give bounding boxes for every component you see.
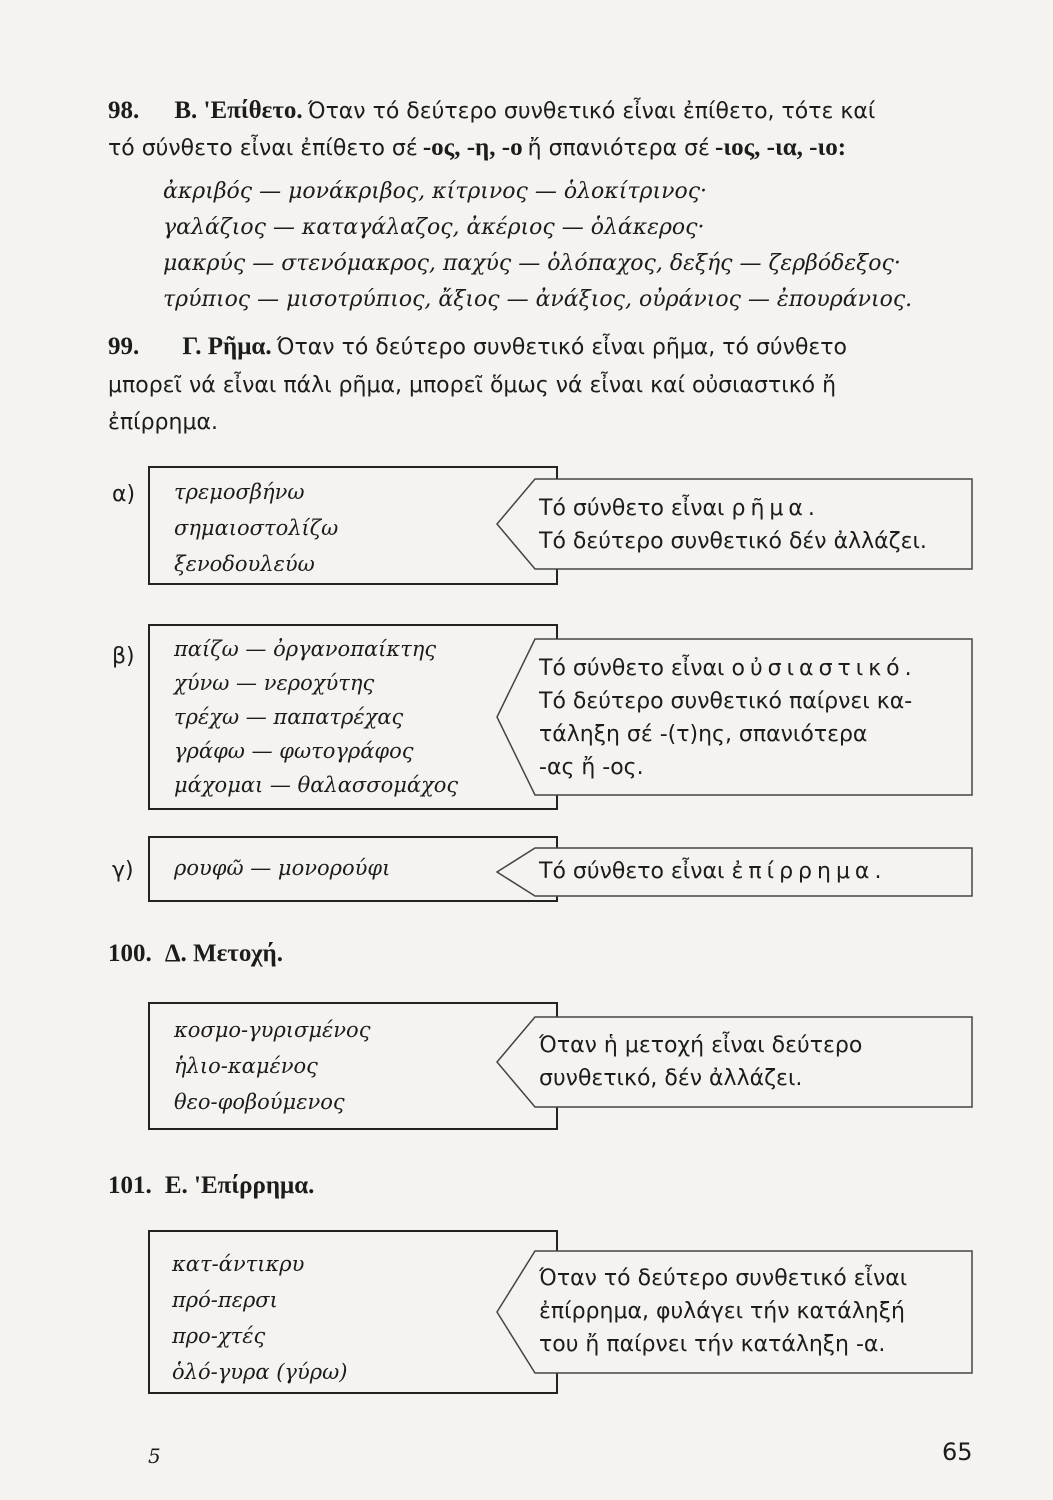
section-99-title: Γ. Ρῆμα. [182, 333, 272, 360]
section-101-number: 101. [108, 1172, 152, 1199]
word-pair: ρουφῶ — μονορούφι [174, 856, 391, 880]
section-101-rule-box [495, 1250, 973, 1374]
rule-emphasis: οὐσιαστικό. [731, 656, 917, 681]
section-98-intro: Όταν τό δεύτερο συνθετικό εἶναι ἐπίθετο, τότε καί [307, 99, 876, 124]
rule-text: ἐπίρρημα, φυλάγει τήν κατάληξή [539, 1299, 905, 1324]
word: ὁλό-γυρα (γύρω) [172, 1360, 348, 1384]
rule-text: -ας ἤ -ος. [539, 755, 644, 780]
word-pair: τρέχω — παπατρέχας [174, 705, 404, 729]
section-99-line1 [108, 330, 988, 365]
word: πρό-περσι [172, 1288, 278, 1312]
word: κοσμο-γυρισμένος [174, 1018, 371, 1042]
rule-text: τάληξη σέ -(τ)ης, σπανιότερα [539, 722, 868, 747]
rule-text: Τό δεύτερο συνθετικό δέν ἀλλάζει. [539, 529, 927, 554]
word: θεο-φοβούμενος [174, 1090, 345, 1114]
word-pair: γράφω — φωτογράφος [174, 739, 414, 763]
section-99-line3: ἐπίρρημα. [108, 410, 218, 435]
section-98-intro-line2: τό σύνθετο εἶναι ἐπίθετο σέ [108, 136, 418, 161]
page-number: 65 [942, 1438, 973, 1466]
section-98-number: 98. [108, 97, 140, 124]
section-100-heading [108, 940, 283, 968]
section-98-endings1: -ος, -η, -ο [422, 134, 523, 161]
rule-text: Όταν τό δεύτερο συνθετικό εἶναι [539, 1266, 908, 1291]
rule-text: του ἤ παίρνει τήν κατάληξη -α. [539, 1332, 886, 1357]
example-line: γαλάζιος — καταγάλαζος, ἀκέριος — ὁλάκερος· [163, 215, 705, 240]
section-100-title: Δ. Μετοχή. [164, 940, 284, 967]
word-pair: παίζω — ὀργανοπαίκτης [174, 637, 437, 661]
section-100-rule-box [495, 1016, 973, 1108]
section-99-number: 99. [108, 333, 140, 360]
section-98-title: Β. 'Επίθετο. [174, 97, 303, 124]
group-b-label: β) [112, 644, 135, 669]
rule-text: Τό σύνθετο εἶναι [539, 496, 725, 521]
word-pair: χύνω — νεροχύτης [174, 671, 375, 695]
rule-text: συνθετικό, δέν ἀλλάζει. [539, 1066, 803, 1091]
section-100-number: 100. [108, 940, 152, 967]
group-b-rule-box [495, 638, 973, 796]
rule-text: Τό δεύτερο συνθετικό παίρνει κα- [539, 689, 913, 714]
section-99-text: Όταν τό δεύτερο συνθετικό εἶναι ρῆμα, τό σύνθετο [276, 335, 848, 360]
group-a-label: α) [112, 482, 136, 507]
rule-text: Τό σύνθετο εἶναι [539, 859, 725, 884]
word: ἡλιο-καμένος [174, 1054, 318, 1078]
section-101-title: Ε. 'Επίρρημα. [164, 1172, 315, 1199]
word: ξενοδουλεύω [174, 552, 315, 576]
footer-signature: 5 [148, 1444, 161, 1468]
rule-emphasis: ρῆμα. [731, 496, 820, 521]
rule-text: Τό σύνθετο εἶναι [539, 656, 725, 681]
section-99-line2: μπορεῖ νά εἶναι πάλι ρῆμα, μπορεῖ ὅμως νά εἶναι καί οὐσιαστικό ἤ [108, 373, 837, 398]
section-98-line1 [108, 94, 988, 129]
group-c-label: γ) [112, 858, 134, 883]
section-101-heading [108, 1172, 314, 1200]
word-pair: μάχομαι — θαλασσομάχος [174, 773, 459, 797]
example-line: μακρύς — στενόμακρος, παχύς — ὁλόπαχος, δεξής — ζερβόδεξος· [163, 251, 901, 276]
rule-text: Όταν ἡ μετοχή εἶναι δεύτερο [539, 1033, 863, 1058]
section-98-line2 [108, 131, 988, 166]
section-98-or: ἤ σπανιότερα σέ [527, 136, 710, 161]
word: τρεμοσβήνω [174, 480, 305, 504]
word: σημαιοστολίζω [174, 516, 339, 540]
rule-emphasis: ἐπίρρημα. [731, 859, 887, 884]
group-c-rule-box [495, 847, 973, 897]
group-a-rule-box [495, 478, 973, 570]
word: προ-χτές [172, 1324, 266, 1348]
example-line: ἀκριβός — μονάκριβος, κίτρινος — ὁλοκίτρινος· [163, 179, 708, 204]
word: κατ-άντικρυ [172, 1252, 305, 1276]
section-98-examples [163, 174, 993, 318]
example-line: τρύπιος — μισοτρύπιος, ἄξιος — ἀνάξιος, οὐράνιος — ἐπουράνιος. [163, 287, 913, 312]
section-98-endings2: -ιος, -ια, -ιο: [715, 134, 847, 161]
